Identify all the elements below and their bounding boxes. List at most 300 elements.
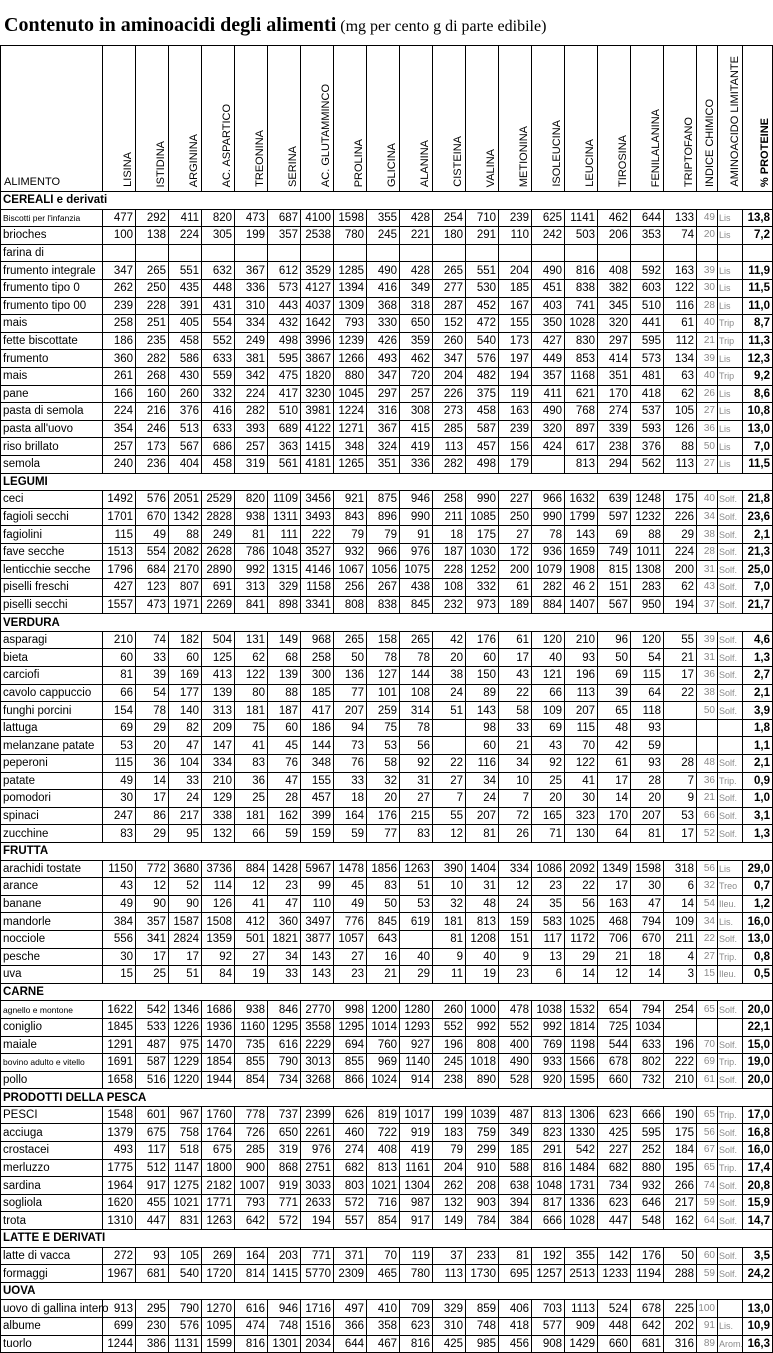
value-cell: 425	[433, 1335, 466, 1353]
value-cell	[400, 930, 433, 948]
value-cell: 207	[565, 702, 598, 720]
value-cell: 2770	[301, 1001, 334, 1019]
value-cell: 460	[334, 1124, 367, 1142]
value-cell: 50	[697, 702, 718, 720]
food-name: nocciole	[1, 930, 103, 948]
value-cell: 208	[466, 1177, 499, 1195]
value-cell: 261	[103, 367, 136, 385]
value-cell: 969	[367, 1054, 400, 1072]
value-cell: 3981	[301, 403, 334, 421]
value-cell: 285	[433, 420, 466, 438]
value-cell: 778	[235, 1106, 268, 1124]
value-cell: 816	[532, 1159, 565, 1177]
value-cell: 77	[334, 684, 367, 702]
value-cell: 20	[433, 649, 466, 667]
value-cell: 200	[499, 561, 532, 579]
value-cell: 4	[664, 948, 697, 966]
value-cell: 94	[334, 719, 367, 737]
value-cell: 156	[499, 438, 532, 456]
value-cell: 163	[499, 403, 532, 421]
food-name: fette biscottate	[1, 332, 103, 350]
value-cell: 808	[466, 1036, 499, 1054]
value-cell: Solf.	[718, 631, 743, 649]
value-cell: 282	[136, 350, 169, 368]
value-cell: 43	[103, 878, 136, 896]
value-cell: 155	[301, 772, 334, 790]
value-cell	[718, 1018, 743, 1036]
value-cell: 45	[334, 878, 367, 896]
value-cell: 11,0	[743, 297, 773, 315]
food-name: trota	[1, 1212, 103, 1230]
value-cell: 642	[235, 1212, 268, 1230]
value-cell: 84	[202, 966, 235, 984]
value-cell: 355	[367, 209, 400, 227]
value-cell: 424	[532, 438, 565, 456]
value-cell: Trip.	[718, 1159, 743, 1177]
value-cell: 467	[367, 1335, 400, 1353]
value-cell: 350	[532, 315, 565, 333]
column-header-label: FENILALANINA	[650, 108, 662, 187]
value-cell: 411	[169, 209, 202, 227]
value-cell: 1701	[103, 508, 136, 526]
value-cell: 1820	[301, 367, 334, 385]
value-cell: 19,0	[743, 1054, 773, 1072]
value-cell: 3867	[301, 350, 334, 368]
value-cell: 111	[268, 526, 301, 544]
table-row	[1, 1142, 773, 1160]
value-cell: 932	[631, 1177, 664, 1195]
value-cell: 23,6	[743, 508, 773, 526]
value-cell: 55	[433, 807, 466, 825]
value-cell: 1620	[103, 1194, 136, 1212]
column-header-label: INDICE CHIMICO	[704, 99, 716, 187]
value-cell: 226	[664, 508, 697, 526]
value-cell: 413	[202, 667, 235, 685]
value-cell: 190	[664, 1106, 697, 1124]
value-cell: 3268	[301, 1071, 334, 1089]
value-cell: 567	[169, 438, 202, 456]
value-cell: 1150	[103, 860, 136, 878]
value-cell: 990	[532, 508, 565, 526]
value-cell: Arom.	[718, 1335, 743, 1353]
table-row	[1, 403, 773, 421]
value-cell: 427	[532, 332, 565, 350]
value-cell: 1021	[367, 1177, 400, 1195]
value-cell: 493	[103, 1142, 136, 1160]
value-cell: 19	[466, 966, 499, 984]
value-cell: 48	[598, 719, 631, 737]
value-cell: 921	[334, 491, 367, 509]
value-cell: 675	[136, 1124, 169, 1142]
value-cell: 246	[136, 420, 169, 438]
value-cell: 22	[433, 755, 466, 773]
value-cell: 21	[664, 649, 697, 667]
value-cell: 1147	[169, 1159, 202, 1177]
value-cell: 768	[565, 403, 598, 421]
value-cell: 946	[400, 491, 433, 509]
value-cell: 29	[664, 526, 697, 544]
value-cell: Solf.	[718, 667, 743, 685]
value-cell: 14,7	[743, 1212, 773, 1230]
value-cell: 122	[565, 755, 598, 773]
food-name: farina di	[1, 244, 103, 262]
table-row	[1, 1018, 773, 1036]
value-cell: 987	[400, 1194, 433, 1212]
table-row	[1, 508, 773, 526]
value-cell: 16,3	[743, 1335, 773, 1353]
value-cell: 194	[301, 1212, 334, 1230]
value-cell: 155	[499, 315, 532, 333]
value-cell: 2399	[301, 1106, 334, 1124]
value-cell: 1599	[202, 1335, 235, 1353]
value-cell: 83	[367, 878, 400, 896]
value-cell: 1057	[334, 930, 367, 948]
value-cell: 177	[169, 684, 202, 702]
value-cell: Trip	[718, 332, 743, 350]
column-header	[334, 46, 367, 192]
value-cell: 910	[466, 1159, 499, 1177]
value-cell: 748	[268, 1318, 301, 1336]
value-cell: 179	[499, 455, 532, 473]
value-cell: 1086	[532, 860, 565, 878]
value-cell: 1263	[202, 1212, 235, 1230]
value-cell: 116	[466, 755, 499, 773]
value-cell: 239	[103, 297, 136, 315]
value-cell: 81	[103, 667, 136, 685]
value-cell: 428	[400, 262, 433, 280]
value-cell: 217	[169, 807, 202, 825]
value-cell: 976	[301, 1142, 334, 1160]
value-cell: 256	[334, 579, 367, 597]
value-cell: 1513	[103, 543, 136, 561]
value-cell: 265	[334, 631, 367, 649]
table-row	[1, 561, 773, 579]
value-cell: 95	[169, 825, 202, 843]
value-cell: 682	[598, 1159, 631, 1177]
food-name: peperoni	[1, 755, 103, 773]
value-cell: Lis	[718, 279, 743, 297]
value-cell: 1131	[169, 1335, 202, 1353]
value-cell: 880	[631, 1159, 664, 1177]
value-cell: 265	[400, 631, 433, 649]
value-cell: 60	[466, 649, 499, 667]
value-cell: 23	[532, 878, 565, 896]
value-cell: 3,1	[743, 807, 773, 825]
value-cell: 119	[499, 385, 532, 403]
value-cell: 250	[499, 508, 532, 526]
value-cell: 164	[334, 807, 367, 825]
value-cell: 93	[565, 649, 598, 667]
table-row	[1, 262, 773, 280]
value-cell: 59	[631, 737, 664, 755]
value-cell: 252	[631, 1142, 664, 1160]
section-title: FRUTTA	[1, 842, 773, 860]
value-cell: 426	[367, 332, 400, 350]
value-cell: 55	[664, 631, 697, 649]
value-cell: 274	[598, 403, 631, 421]
value-cell: Trip	[718, 367, 743, 385]
value-cell	[664, 719, 697, 737]
value-cell: 288	[664, 1265, 697, 1283]
table-row	[1, 1247, 773, 1265]
value-cell: 210	[565, 631, 598, 649]
table-row	[1, 631, 773, 649]
value-cell: 457	[466, 438, 499, 456]
value-cell: 230	[136, 1318, 169, 1336]
value-cell: 27	[235, 948, 268, 966]
value-cell: 24	[499, 895, 532, 913]
value-cell: 105	[169, 1247, 202, 1265]
value-cell: 2229	[301, 1036, 334, 1054]
value-cell: 20,0	[743, 1071, 773, 1089]
value-cell: 1024	[367, 1071, 400, 1089]
value-cell: 1342	[169, 508, 202, 526]
value-cell: 457	[301, 790, 334, 808]
value-cell: 39	[697, 350, 718, 368]
value-cell: 104	[169, 755, 202, 773]
value-cell	[697, 244, 718, 262]
value-cell: 134	[664, 350, 697, 368]
value-cell: 490	[367, 262, 400, 280]
value-cell: 125	[202, 649, 235, 667]
value-cell: 358	[367, 1318, 400, 1336]
value-cell: 115	[103, 755, 136, 773]
value-cell: 544	[598, 1036, 631, 1054]
value-cell: 1295	[268, 1018, 301, 1036]
value-cell: 992	[532, 1018, 565, 1036]
food-name: pane	[1, 385, 103, 403]
value-cell: 823	[532, 1124, 565, 1142]
value-cell: 1208	[466, 930, 499, 948]
value-cell: 224	[169, 227, 202, 245]
value-cell: 417	[301, 702, 334, 720]
value-cell: 240	[103, 455, 136, 473]
value-cell: Solf.	[718, 491, 743, 509]
value-cell: 282	[532, 579, 565, 597]
value-cell: 74	[136, 631, 169, 649]
value-cell: Solf.	[718, 1142, 743, 1160]
value-cell: 472	[466, 315, 499, 333]
table-row	[1, 438, 773, 456]
value-cell: 695	[499, 1265, 532, 1283]
value-cell: 164	[235, 1247, 268, 1265]
value-cell: 316	[664, 1335, 697, 1353]
value-cell: 884	[235, 860, 268, 878]
value-cell: 359	[400, 332, 433, 350]
value-cell: 176	[367, 807, 400, 825]
food-name: mais	[1, 315, 103, 333]
value-cell: 403	[532, 297, 565, 315]
value-cell: 228	[136, 297, 169, 315]
value-cell: 443	[268, 297, 301, 315]
value-cell: 159	[301, 825, 334, 843]
value-cell: Lis	[718, 385, 743, 403]
value-cell: 846	[268, 1001, 301, 1019]
value-cell: 199	[433, 1106, 466, 1124]
value-cell: 53	[400, 895, 433, 913]
value-cell	[433, 737, 466, 755]
value-cell: 351	[367, 455, 400, 473]
value-cell: 815	[598, 561, 631, 579]
value-cell: 1,8	[743, 719, 773, 737]
value-cell: 79	[367, 526, 400, 544]
value-cell: 371	[334, 1247, 367, 1265]
value-cell: 357	[268, 227, 301, 245]
value-cell: 314	[400, 702, 433, 720]
value-cell: 39	[697, 262, 718, 280]
value-cell: 12	[235, 878, 268, 896]
value-cell: 880	[334, 367, 367, 385]
value-cell: 425	[598, 1124, 631, 1142]
value-cell: 465	[367, 1265, 400, 1283]
value-cell: 0,9	[743, 772, 773, 790]
value-cell: 376	[169, 403, 202, 421]
value-cell: 242	[532, 227, 565, 245]
value-cell: 3558	[301, 1018, 334, 1036]
value-cell: 185	[301, 684, 334, 702]
value-cell: 1595	[565, 1071, 598, 1089]
value-cell: 351	[598, 367, 631, 385]
value-cell: 639	[598, 491, 631, 509]
value-cell: 790	[169, 1300, 202, 1318]
section-row	[1, 473, 773, 491]
value-cell: 349	[499, 1124, 532, 1142]
value-cell: 142	[598, 1247, 631, 1265]
value-cell	[400, 244, 433, 262]
value-cell: 17,0	[743, 1106, 773, 1124]
value-cell: 1168	[565, 367, 598, 385]
value-cell: 772	[136, 860, 169, 878]
value-cell: 855	[334, 1054, 367, 1072]
value-cell: 15,0	[743, 1036, 773, 1054]
value-cell: 320	[532, 420, 565, 438]
value-cell: Ileu.	[718, 895, 743, 913]
value-cell	[664, 702, 697, 720]
value-cell: 1025	[565, 913, 598, 931]
value-cell: 830	[565, 332, 598, 350]
table-row	[1, 667, 773, 685]
value-cell: 816	[235, 1335, 268, 1353]
value-cell: 573	[631, 350, 664, 368]
value-cell: Lis	[718, 227, 743, 245]
value-cell: 170	[598, 385, 631, 403]
value-cell: 1814	[565, 1018, 598, 1036]
value-cell: 232	[433, 596, 466, 614]
value-cell: 2890	[202, 561, 235, 579]
value-cell: Trip.	[718, 772, 743, 790]
value-cell: 3529	[301, 262, 334, 280]
value-cell: 592	[631, 262, 664, 280]
value-cell: 554	[136, 543, 169, 561]
value-cell: 81	[631, 825, 664, 843]
value-cell: 33	[136, 649, 169, 667]
value-cell: 47	[268, 772, 301, 790]
value-cell: 10,8	[743, 403, 773, 421]
column-header	[136, 46, 169, 192]
value-cell: 82	[169, 719, 202, 737]
value-cell: 65	[697, 1159, 718, 1177]
value-cell: 139	[268, 667, 301, 685]
table-row	[1, 385, 773, 403]
value-cell: 225	[664, 1300, 697, 1318]
value-cell: 367	[235, 262, 268, 280]
table-row	[1, 1036, 773, 1054]
value-cell: 666	[631, 1106, 664, 1124]
value-cell: 990	[466, 491, 499, 509]
value-cell: 1028	[565, 1212, 598, 1230]
value-cell	[697, 1018, 718, 1036]
value-cell: 36	[235, 772, 268, 790]
value-cell: 299	[466, 1142, 499, 1160]
value-cell: 381	[235, 350, 268, 368]
value-cell: Lis	[718, 420, 743, 438]
value-cell: 448	[598, 1318, 631, 1336]
value-cell: 843	[334, 508, 367, 526]
food-name: semola	[1, 455, 103, 473]
value-cell: 45	[268, 737, 301, 755]
value-cell: 1845	[103, 1018, 136, 1036]
value-cell: 447	[598, 1212, 631, 1230]
value-cell: Solf.	[718, 508, 743, 526]
value-cell: 132	[202, 825, 235, 843]
value-cell	[433, 244, 466, 262]
value-cell: 0,8	[743, 948, 773, 966]
value-cell: 366	[334, 1318, 367, 1336]
value-cell: 80	[235, 684, 268, 702]
value-cell: 3527	[301, 543, 334, 561]
value-cell: 552	[499, 1018, 532, 1036]
value-cell: 21,3	[743, 543, 773, 561]
value-cell: 354	[103, 420, 136, 438]
value-cell: 360	[268, 913, 301, 931]
value-cell: 114	[202, 878, 235, 896]
value-cell: 61	[499, 631, 532, 649]
value-cell: 866	[334, 1071, 367, 1089]
value-cell: 329	[268, 579, 301, 597]
value-cell: 98	[466, 719, 499, 737]
value-cell: 324	[367, 438, 400, 456]
value-cell: 430	[169, 367, 202, 385]
table-row	[1, 1335, 773, 1353]
value-cell: 31	[697, 649, 718, 667]
value-cell: 938	[235, 1001, 268, 1019]
value-cell: 273	[433, 403, 466, 421]
value-cell: 83	[400, 825, 433, 843]
value-cell: 144	[301, 737, 334, 755]
value-cell: 143	[301, 948, 334, 966]
value-cell: 6	[664, 878, 697, 896]
table-row	[1, 1265, 773, 1283]
value-cell: 66	[103, 684, 136, 702]
value-cell: 313	[235, 579, 268, 597]
value-cell: 25,0	[743, 561, 773, 579]
value-cell: 1140	[400, 1054, 433, 1072]
column-header-label: AC. ASPARTICO	[221, 103, 233, 187]
value-cell: 1306	[565, 1106, 598, 1124]
value-cell: 228	[433, 561, 466, 579]
value-cell: 78	[400, 719, 433, 737]
value-cell: 814	[235, 1265, 268, 1283]
value-cell: 1330	[565, 1124, 598, 1142]
table-row	[1, 244, 773, 262]
value-cell: 59	[697, 1194, 718, 1212]
value-cell: Solf.	[718, 1212, 743, 1230]
value-cell: 175	[466, 526, 499, 544]
value-cell: 903	[466, 1194, 499, 1212]
value-cell: Trip.	[718, 948, 743, 966]
table-row	[1, 860, 773, 878]
food-name: asparagi	[1, 631, 103, 649]
